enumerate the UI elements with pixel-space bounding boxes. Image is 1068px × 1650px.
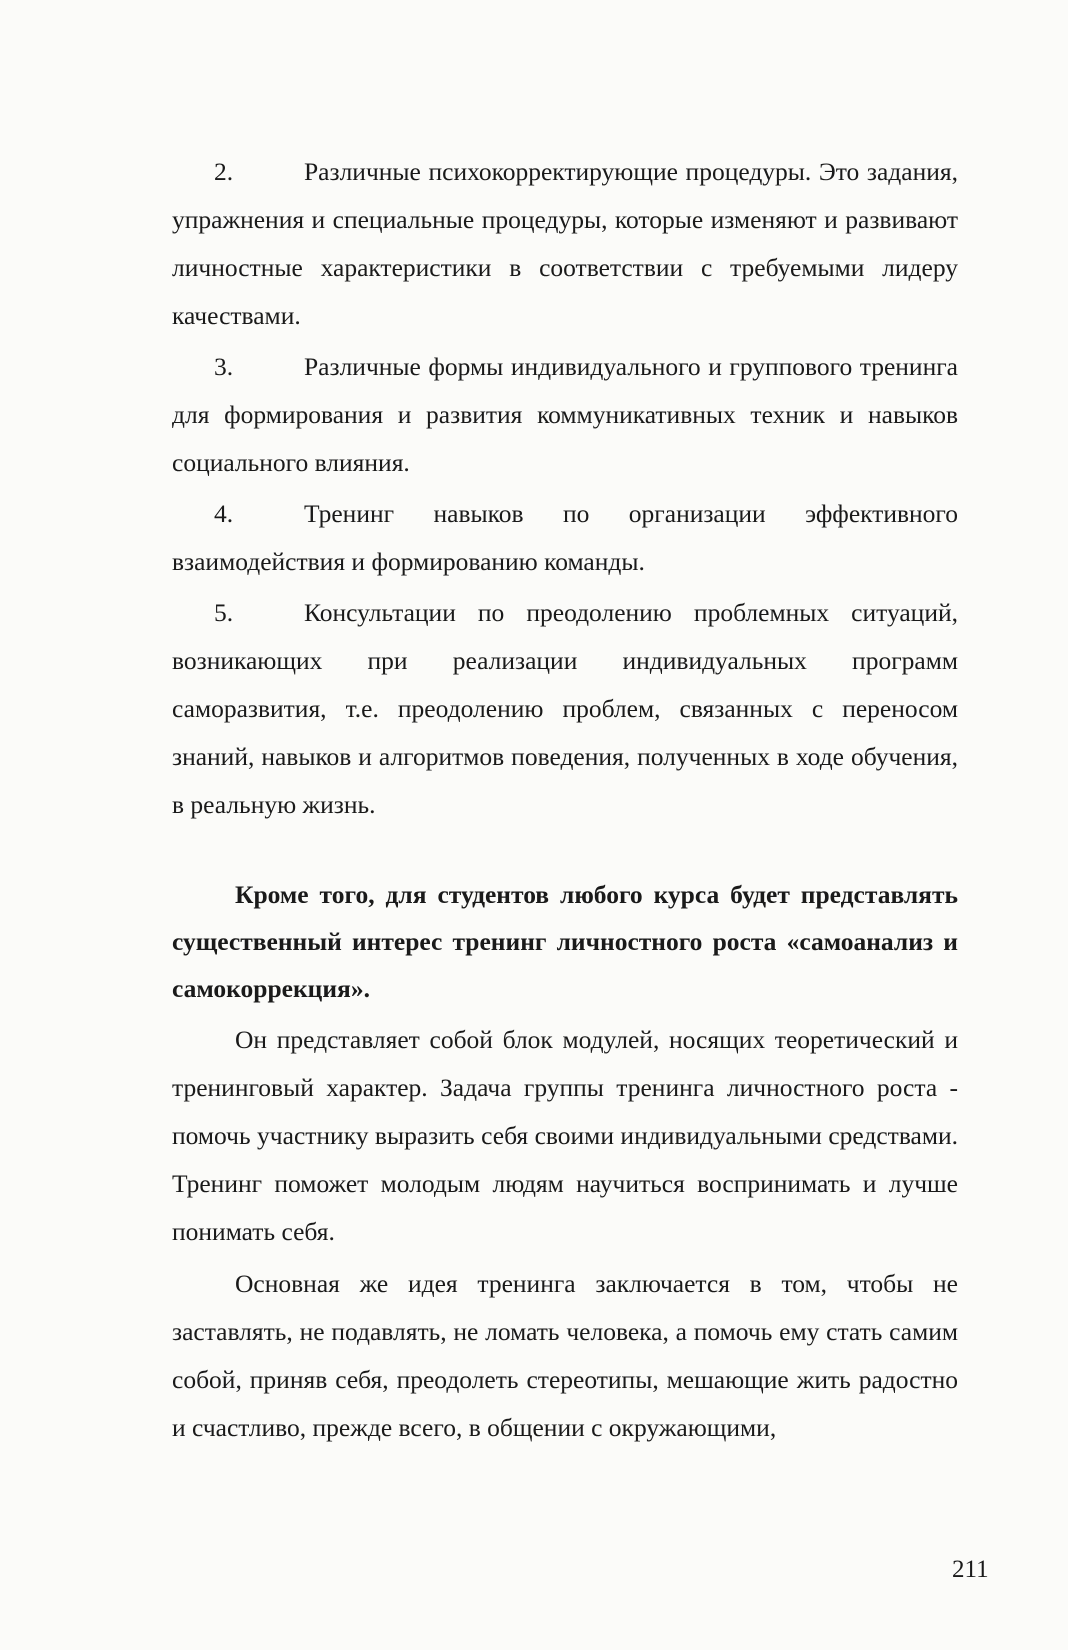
list-item-number: 3. — [214, 352, 234, 381]
list-item-4 — [172, 490, 958, 586]
list-item-number: 4. — [214, 499, 234, 528]
list-item-text: Различные психокорректирующие процедуры. Это задания, упражнения и специальные процедуры, которые изменяют и развивают личностные характеристики в соответствии с требуемыми лидеру качествами. — [172, 157, 958, 330]
list-item-text: Тренинг навыков по организации эффективного взаимодействия и формированию команды. — [172, 499, 958, 576]
list-item-5 — [172, 589, 958, 829]
page-number: 211 — [952, 1556, 989, 1583]
list-item-text: Консультации по преодолению проблемных ситуаций, возникающих при реализации индивидуальных программ саморазвития, т.е. преодолению проблем, связанных с переносом знаний, навыков и алгоритмов поведения, полученных в ходе обучения, в реальную жизнь. — [172, 598, 958, 819]
list-item-number: 5. — [214, 598, 234, 627]
list-item-number: 2. — [214, 157, 234, 186]
list-item-3 — [172, 343, 958, 487]
section-heading: Кроме того, для студентов любого курса будет представлять существенный интерес тренинг личностного роста «самоанализ и самокоррекция». — [172, 880, 958, 1003]
paragraph-1: Он представляет собой блок модулей, носящих теоретический и тренинговый характер. Задача группы тренинга личностного роста - помочь участнику выразить себя своими индивидуальными средствами. Тренинг поможет молодым людям научиться воспринимать и лучше понимать себя. — [172, 1025, 958, 1246]
list-item-2 — [172, 148, 958, 340]
list-item-text: Различные формы индивидуального и группового тренинга для формирования и развития коммуникативных техник и навыков социального влияния. — [172, 352, 958, 477]
paragraph-2: Основная же идея тренинга заключается в том, чтобы не заставлять, не подавлять, не ломать человека, а помочь ему стать самим собой, приняв себя, преодолеть стереотипы, мешающие жить радостно и счастливо, прежде всего, в общении с окружающими, — [172, 1269, 958, 1442]
page-content — [172, 148, 958, 1452]
